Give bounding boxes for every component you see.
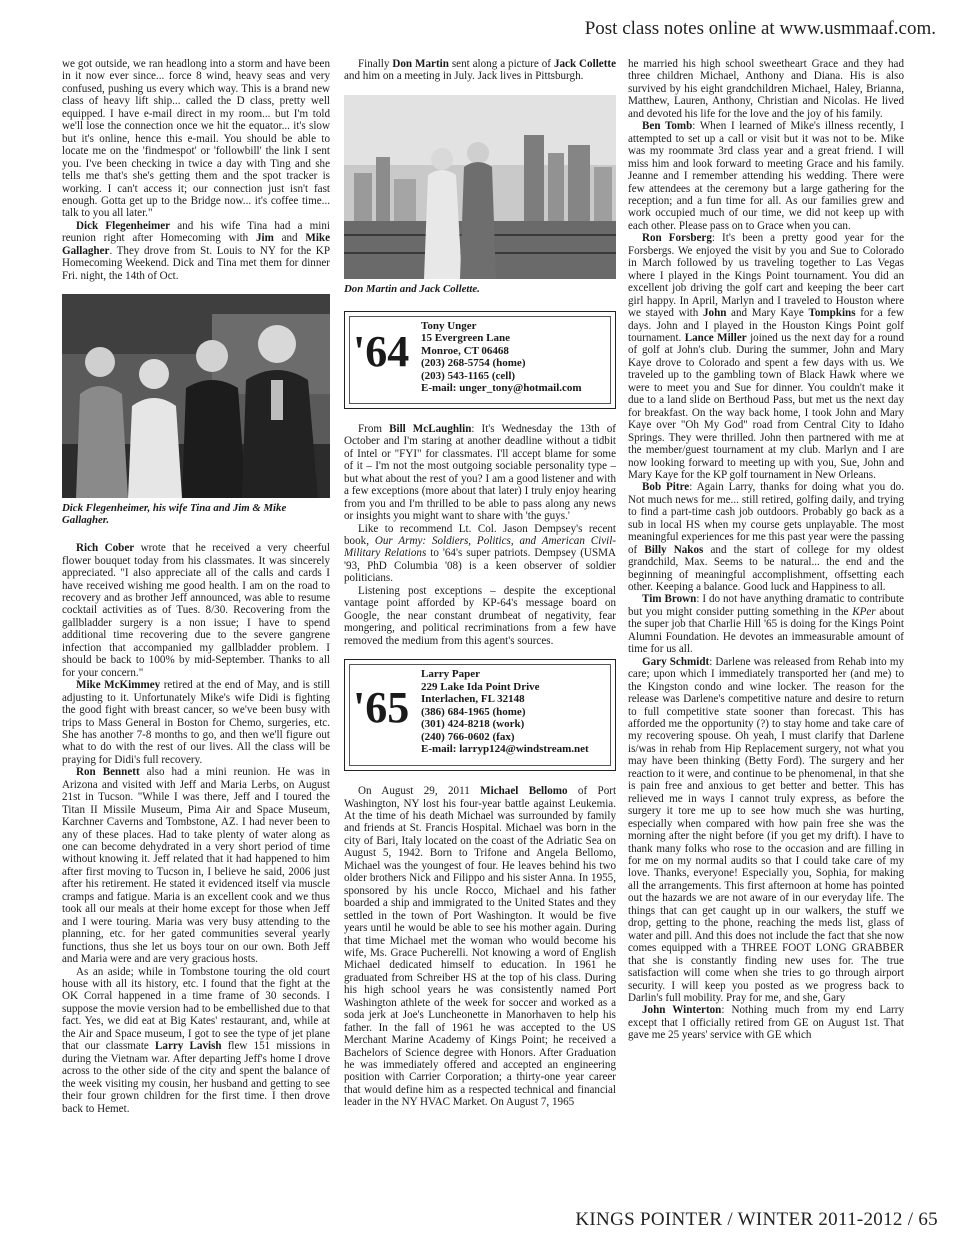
class-box-64 xyxy=(344,311,616,409)
paragraph-tombstone: As an aside; while in Tombstone touring the old court house with all its history, etc. I found that the fight at the OK Corral happened in a time frame of 30 seconds. I suppose the movie version had to be embellished due to that fact. Yes, we did eat at Big Kates' restaurant, and, while at the Air and Space museum, I got to see the type of jet plane that our classmate Larry Lavish flew 151 missions in during the Vietnam war. After departing Jeff's home I drove across to the other side of the city and spent the balance of the week visiting my cousin, her husband and getting to see their four grown children for the first time. I then drove back to Hemet. xyxy=(62,965,330,1115)
paragraph-martin: Finally Don Martin sent along a picture of Jack Collette and him on a meeting in July. Jack lives in Pittsburgh. xyxy=(344,58,616,83)
address-line-2: Monroe, CT 06468 xyxy=(421,344,509,357)
name-bob-pitre: Bob Pitre xyxy=(642,481,690,494)
paragraph-brown: Tim Brown: I do not have anything dramatic to contribute but you might consider putting something in the KPer about the super job that Charlie Hill '65 is doing for the Kings Point Alumni Foundation. He devotes an immeasurable amount of time for us all. xyxy=(628,593,904,656)
column-2 xyxy=(344,58,616,1163)
photo-caption: Don Martin and Jack Collette. xyxy=(344,282,480,295)
secretary-name: Larry Paper xyxy=(421,668,480,681)
photo-flegenheimer-gallagher xyxy=(62,294,330,498)
name-ron-bennett: Ron Bennett xyxy=(76,766,140,779)
paragraph-winterton: John Winterton: Nothing much from my end Larry except that I officially retired from GE on August 1st. That gave me 25 years' service with GE which xyxy=(628,1004,904,1042)
name-jim: Jim xyxy=(255,232,274,245)
column-1 xyxy=(62,58,330,1163)
email: E-mail: unger_tony@hotmail.com xyxy=(421,382,582,395)
name-john: John xyxy=(702,307,727,320)
paragraph-cober: Rich Cober wrote that he received a very cheerful flower bouquet today from his classmates. It was sincerely appreciated. "I also appreciate all of the calls and cards I have received wishing me good health. I am on the road to recovery and as brother Jeff announced, was able to resume cocktail activities as of Tues. 8/30. Recovering from the gallbladder surgery is a non issue; I have to spend additional time recovering due to the severe gangrene infection that accompanied my gallbladder problem. I should be back to 100% by mid-September. Thanks to all for your concern." xyxy=(62,542,330,679)
email: E-mail: larryp124@windstream.net xyxy=(421,743,589,756)
class-box-65 xyxy=(344,659,616,771)
name-michael-bellomo: Michael Bellomo xyxy=(480,785,568,798)
address-line-1: 229 Lake Ida Point Drive xyxy=(421,680,540,693)
group-photo-image xyxy=(62,294,330,498)
address-line-1: 15 Evergreen Lane xyxy=(421,332,511,345)
paragraph-listening-post: Listening post exceptions – despite the exceptional vantage point afforded by KP-64's message board on Google, the near constant drumbeat of negativity, fear mongering, and political recriminations from a few have removed the medium from this agent's sources. xyxy=(344,584,616,647)
secretary-name: Tony Unger xyxy=(421,319,477,332)
name-john-winterton: John Winterton xyxy=(642,1004,722,1017)
class-year-65: '65 xyxy=(353,683,410,733)
phone-home: (386) 684-1965 (home) xyxy=(421,705,526,718)
phone-home: (203) 268-5754 (home) xyxy=(421,357,526,370)
paragraph-continued: we got outside, we ran headlong into a storm and have been in it now ever since... force 8 wind, heavy seas and very confused, pushing us every which way. This is a brand new class of heavy lift ship... called the D class, pretty well equipped. I have e-mail direct in my room... but I'm told we'll lose the connection once we hit the equator... it's slow but it's online, hence this e-mail. You should be able to locate me on the 'findmespot' or 'followbill' the link I sent you. I've been checking in twice a day with Ting and she tells me that's she's getting them and the spot tracker is working. I can't access it; our connection just isn't fast enough. Gotta get up to the Bridge now... it's coffee time... talk to you all later." xyxy=(62,58,330,220)
phone-cell: (203) 543-1165 (cell) xyxy=(421,369,516,382)
paragraph-schmidt: Gary Schmidt: Darlene was released from Rehab into my care; upon which I immediately transported her (and me) to the Kingston condo and wine locker. The reason for the release was Darlene's competitive nature and desire to return to full competitive state sooner than forecast. This has afforded me the opportunity (?) to stay home and take care of my recovering spouse. Oh yeah, I must clarify that Darlene is/was in rehab from Hip Replacement surgery, not what you may have been thinking (Betty Ford). The surgery and her reaction to it were, and continue to be phenomenal, in that she is pain free and anxious to get better and better. This has relieved me in ways I cannot truly express, as before the surgery it tore me up to see how much she was hurting, especially when compared with how pain free she was the morning after the night before (if you get my drift). I have to thank many folks who rose to the occasion and are filling in for me on my normal audits so that I could take care of my love. Thanks, everyone! Especially you, Sophia, for making all the arrangements. This first afternoon at home has pointed out the hazards we are not aware of in our everyday life. The things that can get caught up in our walkers, the stuff we drop, getting to the phone, reaching the meds list, glass of water and pill. And this does not include the fact that she now comes equipped with a THREE FOOT LONG GRABBER that she is constantly finding new uses for. The true satisfaction will come when she tries to go through airport security. I will keep you posted as we progress back to Darlin's full mobility. Pray for me, and she, Gary xyxy=(628,655,904,1004)
name-ron-forsberg: Ron Forsberg xyxy=(642,232,712,245)
name-lance-miller: Lance Miller xyxy=(684,331,747,344)
phone-work: (301) 424-8218 (work) xyxy=(421,718,525,731)
class-secretary-contact xyxy=(421,668,589,756)
name-tim-brown: Tim Brown xyxy=(642,593,697,606)
name-mike-mckimmey: Mike McKimmey xyxy=(76,679,161,692)
name-rich-cober: Rich Cober xyxy=(76,542,135,555)
name-ben-tomb: Ben Tomb xyxy=(642,120,693,133)
address-line-2: Interlachen, FL 32148 xyxy=(421,693,525,706)
name-mike-gallagher: Mike Gallagher xyxy=(62,232,330,257)
name-tompkins: Tompkins xyxy=(808,307,856,320)
name-bill-mclaughlin: Bill McLaughlin xyxy=(389,422,472,435)
paragraph-bellomo-continued: he married his high school sweetheart Grace and they had three children Michael, Anthony and Diana. His is also survived by his eight grandchildren Michael, Haley, Brianna, Matthew, Lauren, Anthony, Christian and Nicolas. He lived and devoted his life for the love and the joy of his family. xyxy=(628,58,904,120)
page-header: Post class notes online at www.usmmaaf.com. xyxy=(584,18,936,39)
book-title: Our Army: Soldiers, Politics, and American Civil-Military Relations xyxy=(344,534,616,560)
page-footer: KINGS POINTER / WINTER 2011-2012 / 65 xyxy=(575,1209,938,1230)
name-dick-flegenheimer: Dick Flegenheimer xyxy=(76,219,171,232)
paragraph-mckimmey: Mike McKimmey retired at the end of May, and is still adjusting to it. Unfortunately Mike's wife Didi is fighting the good fight with breast cancer, so we've been busy with trips to Mass General in Boston for Chemo, surgeries, etc. She has another 7-8 months to go, and then we'll figure out what to do with the rest of our lives. All the class will be praying for Didi's full recovery. xyxy=(62,679,330,766)
publication-kper: KPer xyxy=(852,605,876,618)
name-don-martin: Don Martin xyxy=(392,58,449,70)
paragraph-mclaughlin: From Bill McLaughlin: It's Wednesday the 13th of October and I'm staring at another deadline without a tidbit of Intel or "FYI" for classmates. I'll accept blame for some of it – I'm not the most outgoing sociable personality type – but what about the rest of you? I am a good listener and with a few exceptions (more about that later) I truly enjoy hearing from you and I'm thrilled to be able to pass along any news or insights you might want to share with 'the guys.' xyxy=(344,422,616,523)
class-year-64: '64 xyxy=(353,326,410,376)
paragraph-pitre: Bob Pitre: Again Larry, thanks for doing what you do. Not much news for me... still retired, golfing daily, and trying to find a part-time cash job outdoors. Probably go back as a sub in local HS when my course gets unplayable. The most meaningful experiences for me this past year were the passing of Billy Nakos and the start of college for my oldest grandchild, Max. Seems to be natural... the end and the beginning of meaningful accomplishment, offsetting each other. Keeping a balance. Good luck and Happiness to all. xyxy=(628,481,904,594)
photo-martin-collette xyxy=(344,95,616,279)
paragraph-dempsey: Like to recommend Lt. Col. Jason Dempsey's recent book, Our Army: Soldiers, Politics, and American Civil-Military Relations to '64's super patriots. Dempsey (USMA '93, PhD Columbia '08) is a keen observer of soldier politicians. xyxy=(344,522,616,585)
paragraph-forsberg: Ron Forsberg: It's been a pretty good year for the Forsbergs. We enjoyed the visit by you and Sue to Colorado in March followed by us traveling together to Las Vegas where I played in the Kings Point tournament. You did an excellent job driving the golf cart and keeping the beer cart girl happy. In April, Marlyn and I traveled to Houston where we stayed with John and Mary Kaye Tompkins for a few days. John and I played in the Houston Kings Point golf tournament. Lance Miller joined us the next day for a round of golf at John's club. During the summer, John and Mary Kaye drove to Colorado and spent a few days with us. We traveled up to the gambling town of Black Hawk where we were to meet you and Sue for dinner. You couldn't make it due to a land slide on Berthoud Pass, but met us the next day for breakfast. On the way back home, I took John and Mary Kaye over "Oh My God" road from Central City to Idaho Springs. They were thrilled. John then partnered with me at the member/guest tournament at my club. Marlyn and I are now looking forward to meeting up with you, Sue, John and Mary Kaye for the KP golf tournament in New Orleans. xyxy=(628,232,904,481)
skyline-photo-image xyxy=(344,95,616,279)
class-secretary-contact xyxy=(421,320,582,395)
name-larry-lavish: Larry Lavish xyxy=(155,1040,222,1053)
paragraph-flegenheimer: Dick Flegenheimer and his wife Tina had a mini reunion right after Homecoming with Jim and Mike Gallagher. They drove from St. Louis to NY for the KP Homecoming Weekend. Dick and Tina met them for dinner Fri. night, the 14th of Oct. xyxy=(62,219,330,282)
phone-fax: (240) 766-0602 (fax) xyxy=(421,730,515,743)
column-3 xyxy=(628,58,904,1163)
paragraph-tomb: Ben Tomb: When I learned of Mike's illness recently, I attempted to set up a call or visit but it was not to be. Mike was my roommate 3rd class year and a great friend. I will miss him and look forward to meeting Grace and his family. Jeanne and I remember attending his wedding. There were few attendees at the ceremony but a large gathering for the reception; and a fun time for all. As our families grew and work occupied much of our time, we did not keep up with each other. Please pass on to Grace when you can. xyxy=(628,120,904,232)
photo-caption: Dick Flegenheimer, his wife Tina and Jim & Mike Gallagher. xyxy=(62,502,287,527)
name-gary-schmidt: Gary Schmidt xyxy=(642,655,710,668)
name-jack-collette: Jack Collette xyxy=(553,58,616,70)
name-billy-nakos: Billy Nakos xyxy=(644,543,704,556)
paragraph-bellomo: On August 29, 2011 Michael Bellomo of Port Washington, NY lost his four-year battle against Leukemia. At the time of his death Michael was surrounded by family and friends at St. Francis Hospital. Michael was born in the city of Bari, Italy located on the coast of the Adriatic Sea on August 5, 1942. Born to Trifone and Angela Bellomo, Michael was the youngest of four. He leaves behind his two older brothers Nick and Filippo and his sister Anna. In 1955, sponsored by his uncle Rocco, Michael and his father boarded a ship and immigrated to the United States and they settled in the town of Port Washington. It would be five years until he would be able to see his mother again. During that time Michael met the woman who would become his wife, Ms. Grace Pucherelli. Not knowing a word of English Michael dedicated himself to education. In 1961 he graduated from Schreiber HS at the top of his class. During his high school years he was consistently named Port Washington athlete of the week for soccer and worked as a soda jerk at Joe's Luncheonette in Manorhaven to help his father. In the fall of 1961 he was accepted to the US Merchant Marine Academy of Kings Point; he received a Bachelors of Science degree with Honors. After Graduation he was immediately offered and accepted an engineering position with Carrier Corporation; a thirty-one year career that would define him as a respected technical and financial leader in the NY HVAC Market. On August 7, 1965 xyxy=(344,785,616,1109)
paragraph-bennett: Ron Bennett also had a mini reunion. He was in Arizona and visited with Jeff and Maria Lerbs, on August 21st in Tucson. "While I was there, Jeff and I toured the Titan II Missile Museum, Pima Air and Space Museum, Karchner Caverns and Tombstone, AZ. I had never been to any of these places. Had to take plenty of water along as one can become dehydrated in a very short period of time without knowing it. Jeff related that it had happened to him after first moving to Tucson in, I believe he said, 2006 just after his retirement. He stated it evidenced itself via muscle cramps and fatigue. Maria is an excellent cook and we thus took all our meals at their home except for those when Jeff and I were touring. Maria was very busy attending to the planning, etc. for her gated communities several yearly functions, thus she let us boys tour on our own. Both Jeff and Maria were and are very gracious hosts. xyxy=(62,766,330,966)
